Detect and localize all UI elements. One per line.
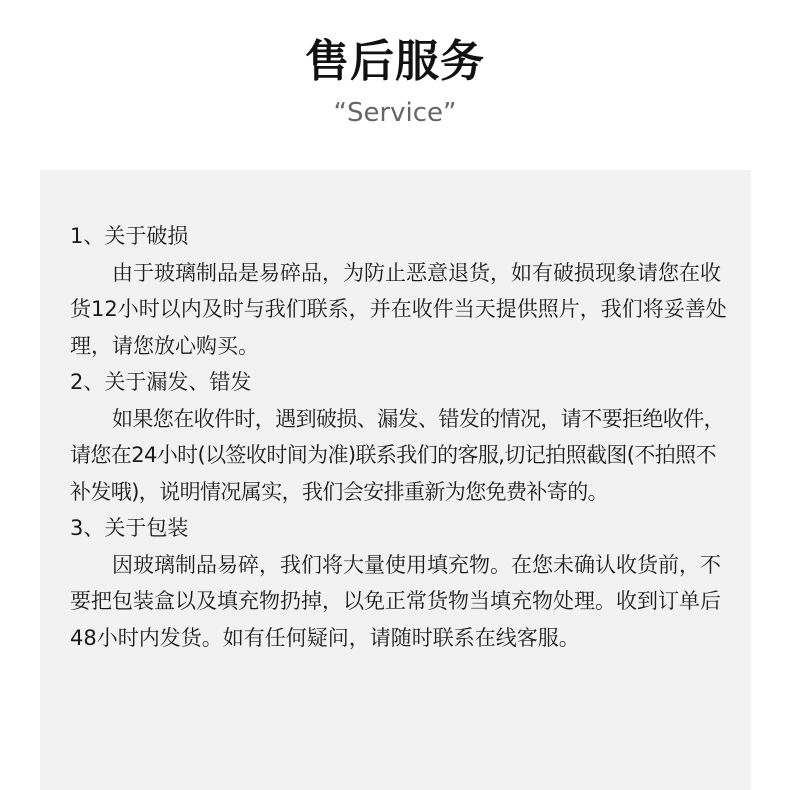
section-body-damage: 由于玻璃制品是易碎品，为防止恶意退货，如有破损现象请您在收货12小时以内及时与我们联系，并在收件当天提供照片，我们将妥善处理，请您放心购买。: [70, 260, 727, 358]
section-heading-damage: 1、关于破损: [70, 224, 189, 248]
section-heading-missing-wrong: 2、关于漏发、错发: [70, 370, 252, 394]
section-heading-packaging: 3、关于包装: [70, 516, 189, 540]
page-subtitle: “Service”: [333, 98, 457, 128]
content-panel: [40, 170, 751, 790]
page-title: 售后服务: [305, 36, 485, 87]
section-body-packaging: 因玻璃制品易碎，我们将大量使用填充物。在您未确认收货前，不要把包装盒以及填充物扔掉，以免正常货物当填充物处理。收到订单后48小时内发货。如有任何疑问，请随时联系在线客服。: [70, 552, 721, 650]
section-body-missing-wrong: 如果您在收件时，遇到破损、漏发、错发的情况，请不要拒绝收件，请您在24小时(以签收时间为准)联系我们的客服,切记拍照截图(不拍照不补发哦)，说明情况属实，我们会安排重新为您免费补寄的。: [70, 406, 724, 504]
content-text: [70, 218, 730, 656]
